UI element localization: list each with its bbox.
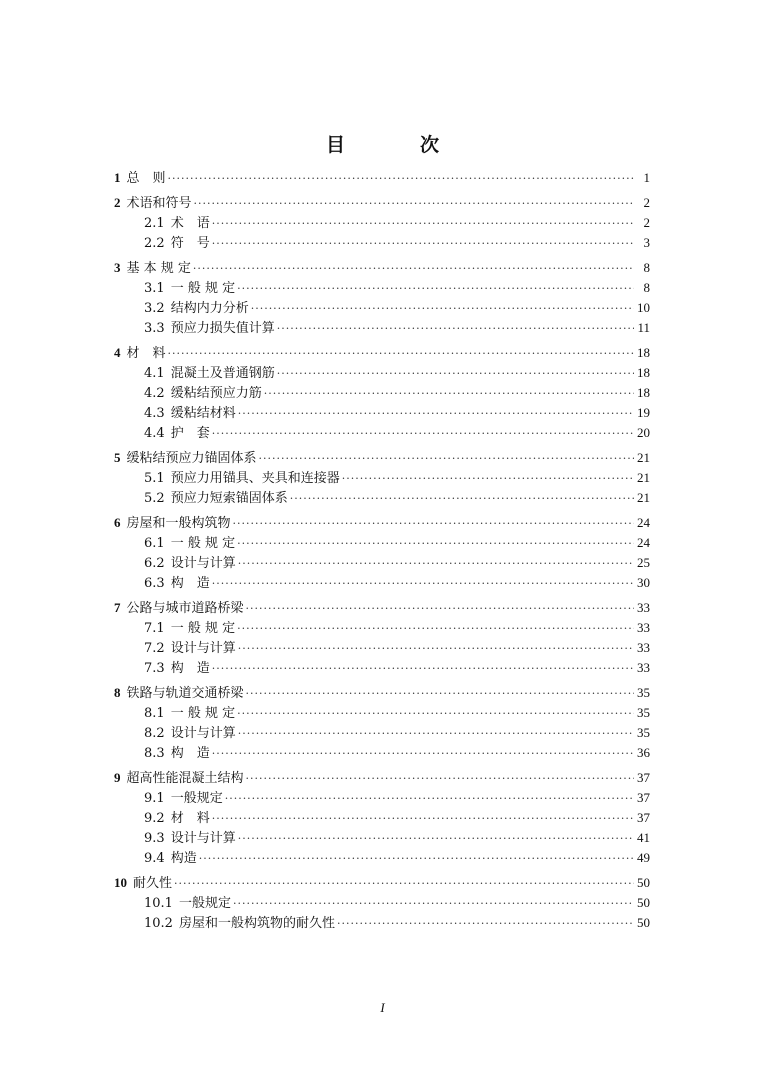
- entry-page-number: 35: [637, 685, 650, 700]
- entry-number: 5.2: [144, 491, 165, 506]
- dot-leader: [174, 874, 634, 894]
- dot-leader: [212, 214, 634, 234]
- entry-page-number: 33: [637, 660, 650, 675]
- toc-section-entry[interactable]: [114, 213, 650, 233]
- dot-leader: [246, 769, 634, 789]
- dot-leader: [212, 744, 634, 764]
- entry-number: 8: [114, 685, 121, 700]
- entry-page-number: 21: [637, 470, 650, 485]
- entry-title: 结构内力分析: [170, 301, 249, 316]
- entry-page-number: 3: [643, 235, 650, 250]
- entry-title: 一 般 规 定: [170, 621, 236, 636]
- dot-leader: [264, 384, 634, 404]
- dot-leader: [238, 829, 634, 849]
- entry-page-number: 49: [637, 850, 650, 865]
- dot-leader: [168, 344, 634, 364]
- entry-page-number: 25: [637, 555, 650, 570]
- entry-page-number: 18: [637, 385, 650, 400]
- toc-section-entry[interactable]: [114, 363, 650, 383]
- entry-page-number: 50: [637, 915, 650, 930]
- dot-leader: [237, 619, 634, 639]
- page-number-footer: I: [380, 1000, 385, 1015]
- toc-section-entry[interactable]: [114, 893, 650, 913]
- toc-section-entry[interactable]: [114, 618, 650, 638]
- dot-leader: [238, 554, 634, 574]
- dot-leader: [212, 809, 634, 829]
- entry-number: 8.2: [144, 726, 165, 741]
- entry-page-number: 24: [637, 535, 650, 550]
- entry-number: 4: [114, 345, 121, 360]
- toc-section-entry[interactable]: [114, 658, 650, 678]
- entry-title: 构 造: [170, 576, 210, 591]
- entry-number: 10.1: [144, 896, 173, 911]
- dot-leader: [225, 789, 634, 809]
- dot-leader: [168, 169, 634, 189]
- entry-title: 房屋和一般构筑物的耐久性: [178, 916, 335, 931]
- entry-number: 7.1: [144, 621, 165, 636]
- entry-title: 符 号: [170, 236, 210, 251]
- entry-page-number: 37: [637, 770, 650, 785]
- entry-number: 2.1: [144, 216, 165, 231]
- entry-number: 3.3: [144, 321, 165, 336]
- dot-leader: [212, 234, 634, 254]
- toc-chapter-entry[interactable]: [114, 168, 650, 188]
- dot-leader: [237, 534, 634, 554]
- table-of-contents: [114, 168, 650, 933]
- entry-title: 设计与计算: [170, 831, 236, 846]
- entry-title: 公路与城市道路桥梁: [126, 601, 244, 616]
- entry-number: 9: [114, 770, 121, 785]
- dot-leader: [246, 684, 634, 704]
- entry-title: 设计与计算: [170, 726, 236, 741]
- entry-page-number: 50: [637, 895, 650, 910]
- dot-leader: [238, 724, 634, 744]
- dot-leader: [337, 914, 634, 934]
- entry-page-number: 2: [643, 195, 650, 210]
- entry-title: 一 般 规 定: [170, 536, 236, 551]
- entry-title: 术语和符号: [126, 196, 192, 211]
- toc-section-entry[interactable]: [114, 298, 650, 318]
- toc-section-entry[interactable]: [114, 468, 650, 488]
- entry-title: 铁路与轨道交通桥梁: [126, 686, 244, 701]
- toc-chapter-entry[interactable]: [114, 768, 650, 788]
- toc-section-entry[interactable]: [114, 423, 650, 443]
- toc-section-entry[interactable]: [114, 743, 650, 763]
- dot-leader: [342, 469, 634, 489]
- entry-page-number: 20: [637, 425, 650, 440]
- entry-number: 7.2: [144, 641, 165, 656]
- entry-number: 2: [114, 195, 121, 210]
- entry-number: 3: [114, 260, 121, 275]
- toc-section-entry[interactable]: [114, 828, 650, 848]
- dot-leader: [277, 319, 634, 339]
- entry-title: 基 本 规 定: [126, 261, 191, 276]
- entry-number: 10.2: [144, 916, 173, 931]
- toc-section-entry[interactable]: [114, 488, 650, 508]
- entry-title: 混凝土及普通钢筋: [170, 366, 275, 381]
- toc-chapter-entry[interactable]: [114, 258, 650, 278]
- entry-title: 缓粘结材料: [170, 406, 236, 421]
- dot-leader: [277, 364, 634, 384]
- entry-page-number: 18: [637, 345, 650, 360]
- toc-section-entry[interactable]: [114, 233, 650, 253]
- entry-title: 材 料: [126, 346, 166, 361]
- entry-number: 3.2: [144, 301, 165, 316]
- entry-number: 1: [114, 170, 121, 185]
- entry-number: 3.1: [144, 281, 165, 296]
- entry-number: 6: [114, 515, 121, 530]
- entry-page-number: 8: [643, 280, 650, 295]
- toc-section-entry[interactable]: [114, 913, 650, 933]
- dot-leader: [193, 259, 634, 279]
- dot-leader: [290, 489, 634, 509]
- dot-leader: [237, 279, 634, 299]
- entry-number: 9.3: [144, 831, 165, 846]
- toc-chapter-entry[interactable]: [114, 513, 650, 533]
- toc-chapter-entry[interactable]: [114, 873, 650, 893]
- entry-title: 一 般 规 定: [170, 706, 236, 721]
- dot-leader: [212, 574, 634, 594]
- entry-number: 7.3: [144, 661, 165, 676]
- entry-title: 耐久性: [133, 876, 173, 891]
- entry-title: 护 套: [170, 426, 210, 441]
- dot-leader: [233, 514, 634, 534]
- toc-chapter-entry[interactable]: [114, 448, 650, 468]
- toc-section-entry[interactable]: [114, 573, 650, 593]
- entry-page-number: 8: [643, 260, 650, 275]
- entry-number: 4.2: [144, 386, 165, 401]
- entry-title: 超高性能混凝土结构: [126, 771, 244, 786]
- entry-number: 6.1: [144, 536, 165, 551]
- entry-title: 设计与计算: [170, 556, 236, 571]
- entry-page-number: 2: [643, 215, 650, 230]
- entry-title: 设计与计算: [170, 641, 236, 656]
- toc-section-entry[interactable]: [114, 848, 650, 868]
- dot-leader: [194, 194, 634, 214]
- dot-leader: [238, 639, 634, 659]
- entry-page-number: 50: [637, 875, 650, 890]
- dot-leader: [212, 424, 634, 444]
- entry-number: 9.1: [144, 791, 165, 806]
- entry-page-number: 30: [637, 575, 650, 590]
- entry-page-number: 33: [637, 620, 650, 635]
- entry-page-number: 11: [637, 320, 650, 335]
- dot-leader: [246, 599, 634, 619]
- entry-page-number: 19: [637, 405, 650, 420]
- dot-leader: [251, 299, 634, 319]
- entry-page-number: 37: [637, 810, 650, 825]
- entry-title: 构 造: [170, 746, 210, 761]
- entry-page-number: 41: [637, 830, 650, 845]
- entry-number: 7: [114, 600, 121, 615]
- dot-leader: [199, 849, 634, 869]
- toc-section-entry[interactable]: [114, 553, 650, 573]
- dot-leader: [212, 659, 634, 679]
- entry-title: 缓粘结预应力锚固体系: [126, 451, 257, 466]
- entry-page-number: 21: [637, 450, 650, 465]
- entry-title: 一般规定: [170, 791, 223, 806]
- toc-section-entry[interactable]: [114, 788, 650, 808]
- entry-number: 8.3: [144, 746, 165, 761]
- entry-title: 预应力损失值计算: [170, 321, 275, 336]
- dot-leader: [237, 704, 634, 724]
- entry-page-number: 10: [637, 300, 650, 315]
- entry-number: 8.1: [144, 706, 165, 721]
- toc-section-entry[interactable]: [114, 318, 650, 338]
- entry-title: 术 语: [170, 216, 210, 231]
- entry-page-number: 33: [637, 640, 650, 655]
- entry-number: 4.4: [144, 426, 165, 441]
- entry-title: 房屋和一般构筑物: [126, 516, 231, 531]
- entry-number: 9.4: [144, 851, 165, 866]
- entry-title: 总 则: [126, 171, 166, 186]
- entry-page-number: 35: [637, 705, 650, 720]
- entry-number: 10: [114, 875, 127, 890]
- entry-number: 2.2: [144, 236, 165, 251]
- toc-section-entry[interactable]: [114, 403, 650, 423]
- entry-page-number: 33: [637, 600, 650, 615]
- entry-title: 一般规定: [178, 896, 231, 911]
- entry-title: 构 造: [170, 661, 210, 676]
- toc-chapter-entry[interactable]: [114, 343, 650, 363]
- toc-section-entry[interactable]: [114, 533, 650, 553]
- entry-number: 4.3: [144, 406, 165, 421]
- toc-chapter-entry[interactable]: [114, 598, 650, 618]
- entry-title: 构造: [170, 851, 197, 866]
- toc-section-entry[interactable]: [114, 723, 650, 743]
- entry-title: 预应力用锚具、夹具和连接器: [170, 471, 340, 486]
- entry-page-number: 18: [637, 365, 650, 380]
- toc-chapter-entry[interactable]: [114, 683, 650, 703]
- toc-section-entry[interactable]: [114, 278, 650, 298]
- entry-title: 一 般 规 定: [170, 281, 236, 296]
- entry-title: 预应力短索锚固体系: [170, 491, 288, 506]
- entry-page-number: 24: [637, 515, 650, 530]
- entry-page-number: 36: [637, 745, 650, 760]
- toc-section-entry[interactable]: [114, 808, 650, 828]
- entry-page-number: 1: [643, 170, 650, 185]
- entry-number: 4.1: [144, 366, 165, 381]
- entry-number: 6.2: [144, 556, 165, 571]
- entry-page-number: 21: [637, 490, 650, 505]
- dot-leader: [238, 404, 634, 424]
- toc-section-entry[interactable]: [114, 383, 650, 403]
- toc-section-entry[interactable]: [114, 638, 650, 658]
- entry-number: 5: [114, 450, 121, 465]
- dot-leader: [233, 894, 634, 914]
- page-title: 目 次: [325, 134, 467, 156]
- entry-number: 9.2: [144, 811, 165, 826]
- entry-title: 缓粘结预应力筋: [170, 386, 262, 401]
- entry-number: 5.1: [144, 471, 165, 486]
- entry-page-number: 37: [637, 790, 650, 805]
- entry-title: 材 料: [170, 811, 210, 826]
- dot-leader: [259, 449, 634, 469]
- entry-page-number: 35: [637, 725, 650, 740]
- entry-number: 6.3: [144, 576, 165, 591]
- toc-chapter-entry[interactable]: [114, 193, 650, 213]
- toc-section-entry[interactable]: [114, 703, 650, 723]
